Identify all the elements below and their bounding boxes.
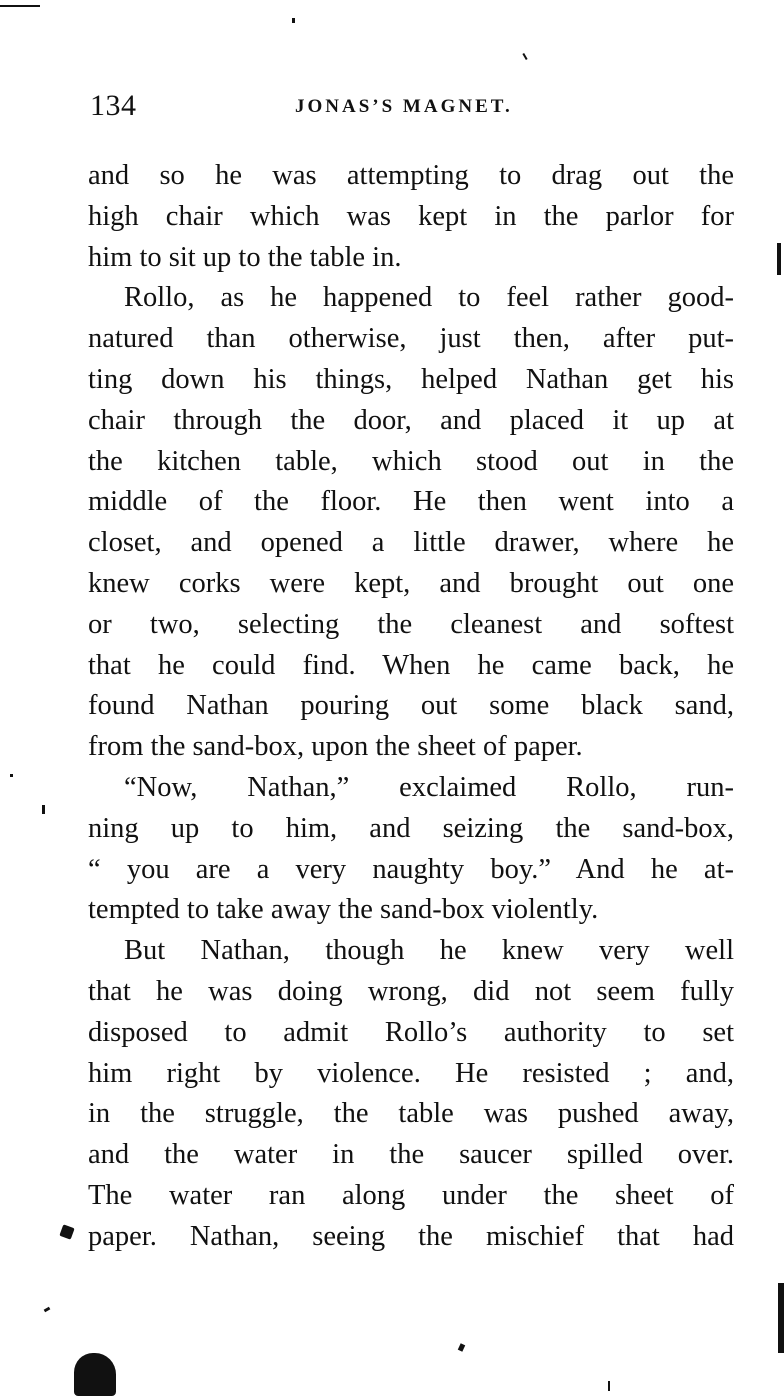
scan-speck xyxy=(10,774,13,777)
text-line: and the water in the saucer spilled over. xyxy=(88,1139,734,1171)
scan-speck xyxy=(44,1307,51,1313)
running-head xyxy=(90,86,730,126)
text-line: found Nathan pouring out some black sand, xyxy=(88,690,734,722)
text-line: middle of the floor. He then went into a xyxy=(88,486,734,518)
text-line: him to sit up to the table in. xyxy=(88,241,402,273)
text-line: ning up to him, and seizing the sand-box, xyxy=(88,812,734,844)
scan-speck xyxy=(778,1283,784,1353)
text-line: in the struggle, the table was pushed away, xyxy=(88,1098,734,1130)
text-line: “Now, Nathan,” exclaimed Rollo, run- xyxy=(124,771,734,803)
scan-speck xyxy=(608,1381,610,1391)
text-line: natured than otherwise, just then, after put- xyxy=(88,323,734,355)
ink-blot xyxy=(74,1353,116,1396)
text-line: closet, and opened a little drawer, where he xyxy=(88,527,734,559)
text-line: knew corks were kept, and brought out one xyxy=(88,567,734,599)
text-line: paper. Nathan, seeing the mischief that had xyxy=(88,1220,734,1252)
text-line: the kitchen table, which stood out in the xyxy=(88,445,734,477)
scan-speck xyxy=(42,805,45,814)
page-number: 134 xyxy=(90,89,137,122)
scan-speck xyxy=(59,1224,74,1239)
text-line: disposed to admit Rollo’s authority to set xyxy=(88,1016,734,1048)
text-line: high chair which was kept in the parlor for xyxy=(88,200,734,232)
text-line: and so he was attempting to drag out the xyxy=(88,160,734,191)
text-line: chair through the door, and placed it up at xyxy=(88,404,734,436)
running-title: JONAS’S MAGNET. xyxy=(295,96,513,117)
scan-speck xyxy=(777,243,781,275)
text-line: from the sand-box, upon the sheet of paper. xyxy=(88,731,583,763)
text-line: But Nathan, though he knew very well xyxy=(124,935,734,967)
text-line: “ you are a very naughty boy.” And he at- xyxy=(88,853,734,885)
text-line: Rollo, as he happened to feel rather good- xyxy=(124,282,734,314)
text-line: him right by violence. He resisted ; and, xyxy=(88,1057,734,1089)
body-text xyxy=(88,156,734,1258)
top-rule xyxy=(0,5,40,7)
scan-speck xyxy=(292,18,295,23)
text-line: or two, selecting the cleanest and softest xyxy=(88,608,734,640)
text-line: tempted to take away the sand-box violently. xyxy=(88,894,599,926)
text-line: that he could find. When he came back, he xyxy=(88,649,734,681)
text-line: that he was doing wrong, did not seem fully xyxy=(88,975,734,1007)
text-line: The water ran along under the sheet of xyxy=(88,1179,734,1211)
scan-speck xyxy=(458,1343,465,1351)
text-line: ting down his things, helped Nathan get his xyxy=(88,363,734,395)
scan-speck xyxy=(522,53,527,60)
